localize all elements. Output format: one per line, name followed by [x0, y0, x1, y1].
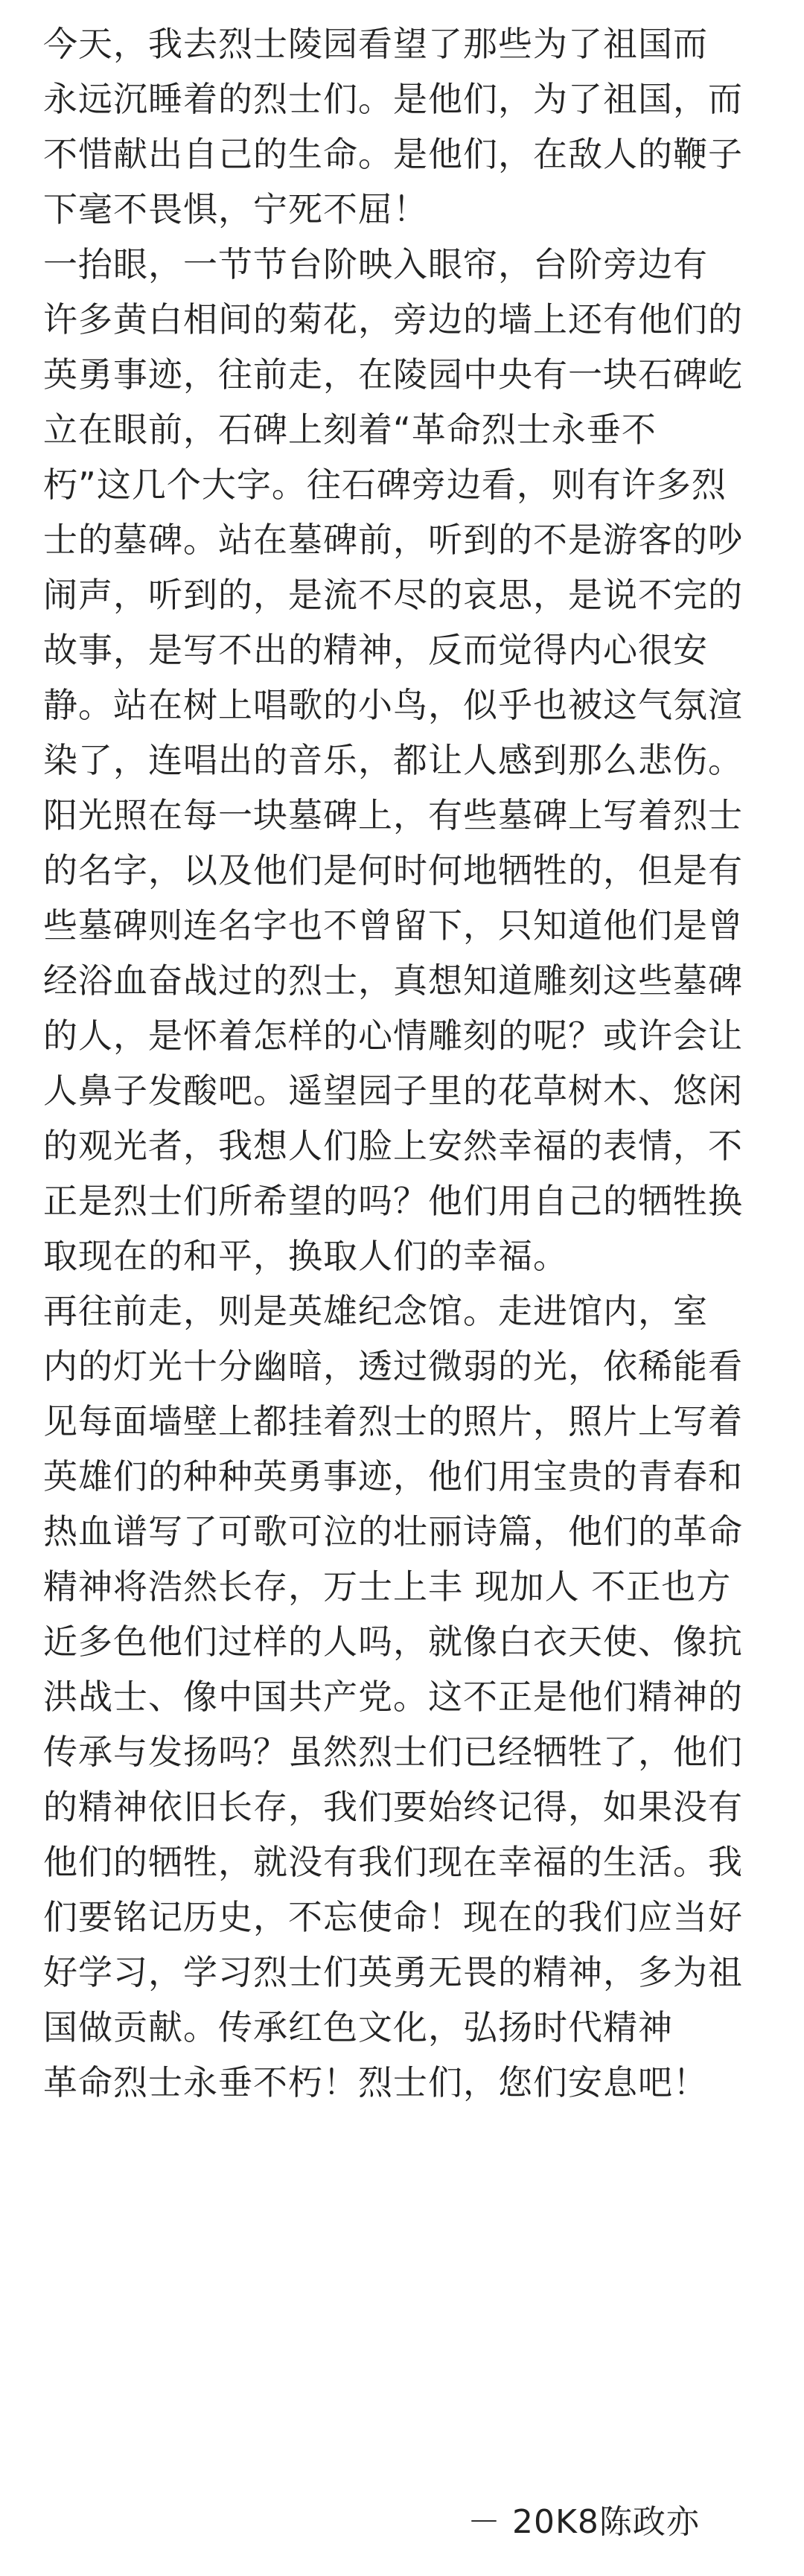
essay-line: 不惜献出自己的生命。是他们，在敌人的鞭子	[43, 134, 743, 174]
essay-line: 好学习，学习烈士们英勇无畏的精神，多为祖	[43, 1952, 743, 1992]
essay-line: 近多色他们过样的人吗，就像白衣天使、像抗	[43, 1622, 743, 1662]
essay-line: 永远沉睡着的烈士们。是他们，为了祖国，而	[43, 79, 743, 119]
essay-line: 许多黄白相间的菊花，旁边的墙上还有他们的	[43, 299, 743, 339]
essay-line: 士的墓碑。站在墓碑前，听到的不是游客的吵	[43, 520, 743, 560]
essay-line: 取现在的和平，换取人们的幸福。	[43, 1236, 568, 1276]
essay-line: 正是烈士们所希望的吗？他们用自己的牺牲换	[43, 1181, 743, 1221]
essay-line: 内的灯光十分幽暗，透过微弱的光，依稀能看	[43, 1346, 743, 1386]
essay-line: 下毫不畏惧，宁死不屈！	[43, 189, 428, 229]
essay-line: 人鼻子发酸吧。遥望园子里的花草树木、悠闲	[43, 1071, 743, 1111]
essay-line: 一抬眼，一节节台阶映入眼帘，台阶旁边有	[43, 244, 708, 284]
essay-line: 的名字，以及他们是何时何地牺牲的，但是有	[43, 850, 743, 890]
essay-line: 的精神依旧长存，我们要始终记得，如果没有	[43, 1787, 743, 1827]
author-signature: － 20K8陈政亦	[468, 2503, 700, 2541]
essay-line: 国做贡献。传承红色文化，弘扬时代精神	[43, 2007, 673, 2047]
essay-body	[43, 16, 773, 2110]
essay-line: 们要铭记历史，不忘使命！现在的我们应当好	[43, 1897, 743, 1937]
essay-line: 他们的牺牲，就没有我们现在幸福的生活。我	[43, 1842, 743, 1882]
essay-line: 今天，我去烈士陵园看望了那些为了祖国而	[43, 24, 708, 64]
essay-line: 革命烈士永垂不朽！烈士们，您们安息吧！	[43, 2062, 708, 2102]
essay-line: 故事，是写不出的精神，反而觉得内心很安	[43, 630, 708, 670]
essay-line: 些墓碑则连名字也不曾留下，只知道他们是曾	[43, 905, 743, 946]
essay-line: 再往前走，则是英雄纪念馆。走进馆内，室	[43, 1291, 708, 1331]
essay-line: 静。站在树上唱歌的小鸟，似乎也被这气氛渲	[43, 685, 743, 725]
essay-line: 英勇事迹，往前走，在陵园中央有一块石碑屹	[43, 354, 743, 395]
essay-line: 闹声，听到的，是流不尽的哀思，是说不完的	[43, 575, 743, 615]
essay-line: 朽”这几个大字。往石碑旁边看，则有许多烈	[43, 465, 727, 505]
essay-line: 经浴血奋战过的烈士，真想知道雕刻这些墓碑	[43, 960, 743, 1001]
essay-line: 染了，连唱出的音乐，都让人感到那么悲伤。	[43, 740, 743, 780]
essay-line: 英雄们的种种英勇事迹，他们用宝贵的青春和	[43, 1456, 743, 1496]
essay-line: 传承与发扬吗？虽然烈士们已经牺牲了，他们	[43, 1732, 743, 1772]
essay-line: 洪战士、像中国共产党。这不正是他们精神的	[43, 1677, 743, 1717]
essay-line: 的人，是怀着怎样的心情雕刻的呢？或许会让	[43, 1016, 743, 1056]
essay-line: 精神将浩然长存，万士上丰 现加人 不正也方	[43, 1566, 732, 1607]
essay-line: 见每面墙壁上都挂着烈士的照片，照片上写着	[43, 1401, 743, 1441]
essay-line: 阳光照在每一块墓碑上，有些墓碑上写着烈士	[43, 795, 743, 835]
essay-line: 热血谱写了可歌可泣的壮丽诗篇，他们的革命	[43, 1511, 743, 1552]
essay-line: 的观光者，我想人们脸上安然幸福的表情，不	[43, 1126, 743, 1166]
essay-line: 立在眼前，石碑上刻着“革命烈士永垂不	[43, 409, 657, 450]
